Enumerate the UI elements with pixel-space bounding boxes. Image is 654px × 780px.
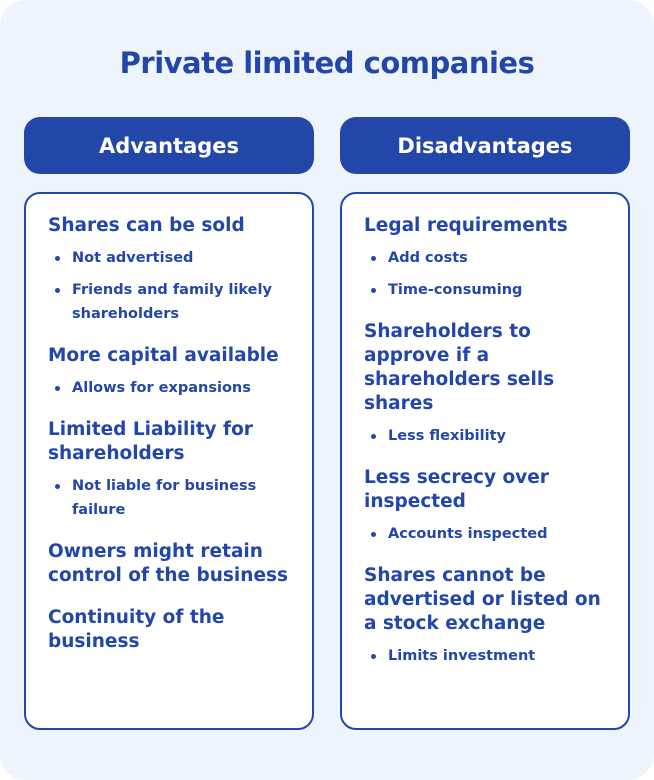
disadvantages-panel [340,192,630,730]
bullet-list [48,246,290,326]
bullet-text: Allows for expansions [72,380,251,396]
bullet-text: Less flexibility [388,428,506,444]
bullet-list [48,376,290,400]
advantages-header: Advantages [24,117,314,174]
bullet-text: Not liable for business failure [72,478,257,518]
bullet-dot-icon [371,434,376,439]
bullet-dot-icon [371,256,376,261]
bullet-item [364,644,606,668]
advantages-panel [24,192,314,730]
diagram-title: Private limited companies [119,46,535,80]
bullet-dot-icon [371,532,376,537]
bullet-text: Accounts inspected [388,526,548,542]
bullet-item [364,522,606,546]
advantage-section [48,344,290,400]
bullet-list [48,474,290,522]
bullet-dot-icon [55,288,60,293]
advantage-section [48,540,290,588]
bullet-list [364,522,606,546]
bullet-list [364,424,606,448]
bullet-item [364,246,606,270]
section-heading: Shareholders to approve if a shareholders sells shares [364,321,555,414]
section-heading: More capital available [48,345,279,366]
bullet-text: Not advertised [72,250,194,266]
bullet-item [48,474,290,522]
disadvantage-section [364,466,606,546]
section-heading: Limited Liability for shareholders [48,419,253,464]
disadvantage-section [364,564,606,668]
bullet-text: Time-consuming [388,282,523,298]
bullet-list [364,246,606,302]
section-heading: Less secrecy over inspected [364,467,549,512]
disadvantage-section [364,320,606,448]
section-heading: Owners might retain control of the business [48,541,289,586]
advantage-section [48,418,290,522]
advantage-section [48,214,290,326]
disadvantage-section [364,214,606,302]
bullet-list [364,644,606,668]
bullet-dot-icon [371,288,376,293]
bullet-dot-icon [371,654,376,659]
bullet-text: Friends and family likely shareholders [72,282,272,322]
bullet-text: Add costs [388,250,468,266]
bullet-text: Limits investment [388,648,536,664]
bullet-item [364,278,606,302]
bullet-item [364,424,606,448]
advantage-section [48,606,290,654]
section-heading: Legal requirements [364,215,568,236]
section-heading: Shares can be sold [48,215,245,236]
bullet-item [48,376,290,400]
section-heading: Shares cannot be advertised or listed on a stock exchange [364,565,601,634]
bullet-item [48,278,290,326]
bullet-dot-icon [55,256,60,261]
disadvantages-header: Disadvantages [340,117,630,174]
bullet-dot-icon [55,484,60,489]
bullet-dot-icon [55,386,60,391]
bullet-item [48,246,290,270]
section-heading: Continuity of the business [48,607,225,652]
